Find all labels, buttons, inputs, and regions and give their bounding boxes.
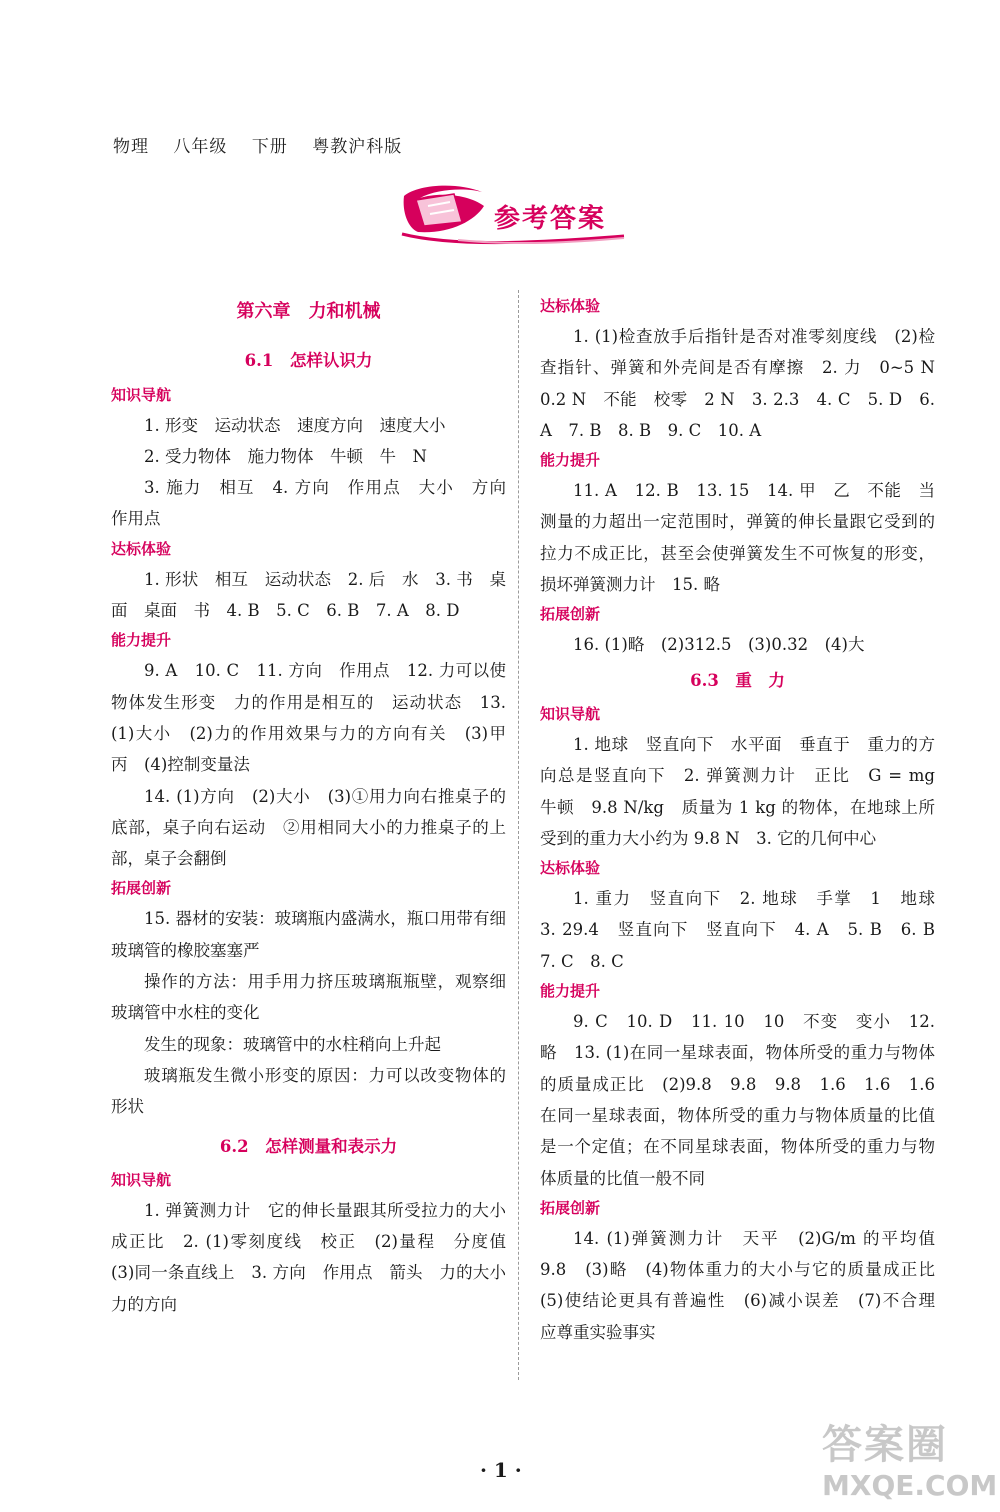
chapter-heading: 第六章 力和机械 (236, 301, 381, 322)
answer-paragraph: 1. 重力 竖直向下 2. 地球 手掌 1 地球 3. 29.4 竖直向下 竖直向下 4. A 5. B 6. B 7. C 8. C (540, 889, 952, 971)
category-label: 拓展创新 (540, 605, 601, 624)
category-label: 能力提升 (540, 982, 601, 1001)
category-label: 知识导航 (111, 385, 172, 404)
volume-label: 下册 (251, 137, 288, 157)
watermark-logo (822, 1420, 997, 1508)
answer-paragraph: 16. (1)略 (2)312.5 (3)0.32 (4)大 (573, 635, 865, 655)
answer-paragraph: 3. 施力 相互 4. 方向 作用点 大小 方向 作用点 (111, 478, 523, 529)
section-heading-6-1: 6.1 怎样认识力 (244, 351, 373, 371)
answer-paragraph: 14. (1)弹簧测力计 天平 (2)G/m 的平均值 9.8 (3)略 (4)物体重力的大小与它的质量成正比 (5)使结论更具有普遍性 (6)减小误差 (7)不合理 应尊重实验事实 (540, 1228, 952, 1342)
answer-paragraph: 1. (1)检查放手后指针是否对准零刻度线 (2)检查指针、弹簧和外壳间是否有摩擦 2. 力 0~5 N 0.2 N 不能 校零 2 N 3. 2.3 4. C 5. D 6. A 7. B 8. B 9. C 10. A (540, 327, 952, 440)
book-info-header (113, 132, 420, 157)
answer-paragraph: 1. 形状 相互 运动状态 2. 后 水 3. 书 桌面 桌面 书 4. B 5. C 6. B 7. A 8. D (111, 569, 506, 621)
section-heading-6-2: 6.2 怎样测量和表示力 (219, 1136, 398, 1156)
category-label: 能力提升 (540, 451, 601, 470)
category-label: 能力提升 (111, 631, 172, 650)
category-label: 拓展创新 (540, 1198, 601, 1217)
page-number: · 1 · (480, 1458, 522, 1482)
subject-label: 物理 (113, 137, 149, 157)
answer-paragraph: 操作的方法：用手用力挤压玻璃瓶瓶壁，观察细玻璃管中水柱的变化 (111, 972, 506, 1023)
grade-label: 八年级 (173, 137, 228, 157)
left-column (111, 292, 523, 1320)
watermark-text: 答案圈 (822, 1422, 948, 1468)
category-label: 达标体验 (540, 297, 601, 315)
answer-paragraph: 14. (1)方向 (2)大小 (3)①用力向右推桌子的底部，桌子向右运动 ②用相同大小的力推桌子的上部，桌子会翻倒 (111, 786, 506, 869)
category-label: 拓展创新 (111, 879, 172, 898)
answer-paragraph: 9. A 10. C 11. 方向 作用点 12. 力可以使物体发生形变 力的作用是相互的 运动状态 13. (1)大小 (2)力的作用效果与力的方向有关 (3)甲 丙 (4)控制变量法 (111, 661, 523, 775)
answer-paragraph: 1. 弹簧测力计 它的伸长量跟其所受拉力的大小成正比 2. (1)零刻度线 校正 (2)量程 分度值 (3)同一条直线上 3. 方向 作用点 箭头 力的大小 力的方向 (111, 1200, 523, 1314)
answer-paragraph: 1. 形变 运动状态 速度方向 速度大小 (144, 415, 446, 435)
answer-paragraph: 9. C 10. D 11. 10 10 不变 变小 12. 略 13. (1)在同一星球表面，物体所受的重力与物体的质量成正比 (2)9.8 9.8 9.8 1.6 1.6 1.6 在同一星球表面，物体所受的重力与物体质量的比值是一个定值；在不同星球表面，物体所受的重力与物体质量的比值一般不同 (540, 1012, 952, 1188)
right-column (540, 292, 952, 1348)
edition-label: 粤教沪科版 (312, 137, 403, 157)
category-label: 知识导航 (540, 704, 601, 723)
answer-paragraph: 11. A 12. B 13. 15 14. 甲 乙 不能 当测量的力超出一定范围时，弹簧的伸长量跟它受到的拉力不成正比，甚至会使弹簧发生不可恢复的形变，损坏弹簧测力计 15. 略 (540, 481, 935, 595)
answer-key-logo (398, 178, 628, 250)
column-divider (518, 290, 519, 1380)
answer-paragraph: 玻璃瓶发生微小形变的原因：力可以改变物体的形状 (111, 1065, 506, 1117)
answer-paragraph: 1. 地球 竖直向下 水平面 垂直于 重力的方向总是竖直向下 2. 弹簧测力计 正比 G = mg 牛顿 9.8 N/kg 质量为 1 kg 的物体，在地球上所受到的重力大小约为 9.8 N 3. 它的几何中心 (540, 734, 952, 848)
answer-paragraph: 15. 器材的安装：玻璃瓶内盛满水，瓶口用带有细玻璃管的橡胶塞塞严 (111, 909, 506, 960)
section-heading-6-3: 6.3 重 力 (690, 670, 785, 690)
category-label: 知识导航 (111, 1170, 172, 1189)
answer-paragraph: 发生的现象：玻璃管中的水柱稍向上升起 (144, 1034, 441, 1054)
page-title: 参考答案 (494, 204, 607, 234)
watermark-url: MXQE.COM (822, 1469, 998, 1502)
category-label: 达标体验 (540, 859, 601, 878)
category-label: 达标体验 (111, 539, 172, 558)
answer-paragraph: 2. 受力物体 施力物体 牛顿 牛 N (144, 446, 427, 466)
